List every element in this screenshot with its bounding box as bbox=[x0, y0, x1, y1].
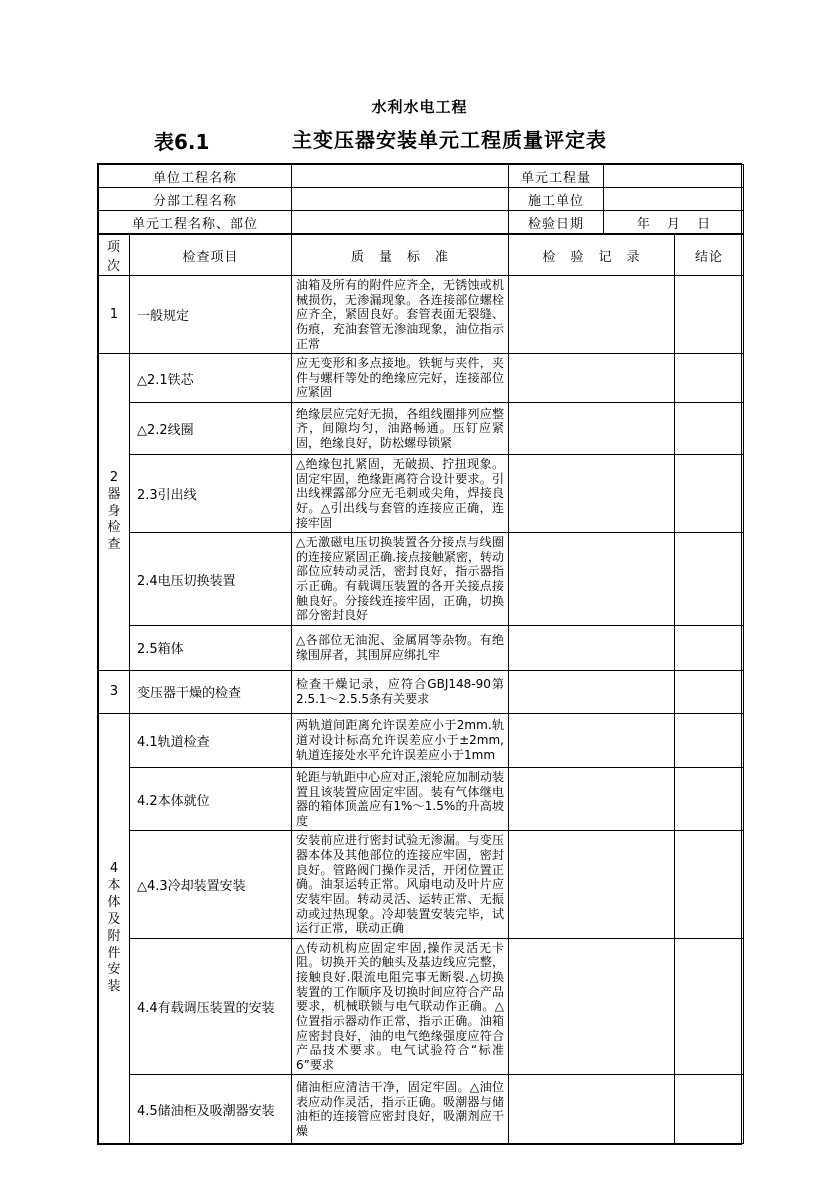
standard-text: △无激磁电压切换装置各分接点与线圈的连接应紧固正确.接点接触紧密，转动部位应转动灵活，密封良好，指示器指示正确。有载调压装置的各开关接点接触良好。分接线连接牢固，正确，切换部分密封良好 bbox=[292, 533, 509, 626]
standard-text: △传动机构应固定牢固,操作灵活无卡阻。切换开关的触头及基边线应完整，接触良好.限流电阻完事无断裂.△切换装置的工作顺序及切换时间应符合产品要求，机械联锁与电气联动作正确。△位置指示器动作正常，指示正确。油箱应密封良好，油的电气绝缘强度应符合产品技术要求。电气试验符合“标准6”要求 bbox=[292, 938, 509, 1075]
record-cell bbox=[509, 767, 675, 831]
standard-text: 两轨道间距离允许误差应小于2mm.轨道对设计标高允许误差应小于±2mm,轨道连接处水平允许误差应小于1mm bbox=[292, 713, 509, 767]
standard-text: △各部位无油泥、金属屑等杂物。有绝缘围屏者，其围屏应绑扎牢 bbox=[292, 625, 509, 670]
conclusion-cell bbox=[675, 533, 744, 626]
record-cell bbox=[509, 276, 675, 354]
conclusion-cell bbox=[675, 403, 744, 455]
standard-text: 应无变形和多点接地。铁轭与夹件，夹件与螺杆等处的绝缘应完好，连接部位应紧固 bbox=[292, 354, 509, 403]
col-header-record: 检 验 记 录 bbox=[509, 235, 675, 276]
item-label: 2.5箱体 bbox=[130, 625, 292, 670]
document-sheet bbox=[97, 0, 742, 1145]
table-row bbox=[99, 354, 744, 403]
standard-text: 安装前应进行密封试验无渗漏。与变压器本体及其他部位的连接应牢固，密封良好。管路阀门操作灵活，开闭位置正确。油泵运转正常。风扇电动及叶片应安装牢固。转动灵活、运转正常、无振动或过热现象。冷却装置安装完毕，试运行正常，联动正确 bbox=[292, 831, 509, 938]
record-cell bbox=[509, 670, 675, 713]
info-value-unit-quantity bbox=[604, 165, 744, 188]
table-row bbox=[99, 625, 744, 670]
standard-text: 绝缘层应完好无损，各组线圈排列应整齐，间隙均匀，油路畅通。压钉应紧固，绝缘良好，防松螺母锁紧 bbox=[292, 403, 509, 455]
info-label-unit-name-part: 单元工程名称、部位 bbox=[99, 211, 292, 234]
table-number: 表6.1 bbox=[154, 130, 210, 154]
info-label-unit-project-name: 单位工程名称 bbox=[99, 165, 292, 188]
conclusion-cell bbox=[675, 767, 744, 831]
conclusion-cell bbox=[675, 670, 744, 713]
record-cell bbox=[509, 1075, 675, 1144]
item-label: 2.4电压切换装置 bbox=[130, 533, 292, 626]
info-label-inspection-date: 检验日期 bbox=[509, 211, 604, 234]
standard-text: 油箱及所有的附件应齐全，无锈蚀或机械损伤，无渗漏现象。各连接部位螺栓应齐全，紧固良好。套管表面无裂缝、伤痕，充油套管无渗油现象，油位指示正常 bbox=[292, 276, 509, 354]
info-row-division-project bbox=[99, 188, 744, 211]
info-table bbox=[98, 164, 744, 234]
col-header-item: 检查项目 bbox=[130, 235, 292, 276]
info-row-unit-name-part bbox=[99, 211, 744, 234]
info-value-unit-project-name bbox=[292, 165, 509, 188]
item-label: 4.4有载调压装置的安装 bbox=[130, 938, 292, 1075]
info-label-division-project-name: 分部工程名称 bbox=[99, 188, 292, 211]
col-header-index: 项次 bbox=[99, 235, 130, 276]
item-label: 变压器干燥的检查 bbox=[130, 670, 292, 713]
info-value-construction-unit bbox=[604, 188, 744, 211]
table-row bbox=[99, 767, 744, 831]
table-row bbox=[99, 455, 744, 533]
item-label: 4.5储油柜及吸潮器安装 bbox=[130, 1075, 292, 1144]
table-row bbox=[99, 670, 744, 713]
table-row bbox=[99, 938, 744, 1075]
col-header-conclusion: 结论 bbox=[675, 235, 744, 276]
conclusion-cell bbox=[675, 354, 744, 403]
info-value-unit-name-part bbox=[292, 211, 509, 234]
info-value-division-project-name bbox=[292, 188, 509, 211]
section-label-body-check: 2器身检查 bbox=[99, 354, 130, 671]
standard-text: 储油柜应清洁干净，固定牢固。△油位表应动作灵活，指示正确。吸潮器与储油柜的连接管应密封良好，吸潮剂应干燥 bbox=[292, 1075, 509, 1144]
conclusion-cell bbox=[675, 455, 744, 533]
item-label: 4.2本体就位 bbox=[130, 767, 292, 831]
record-cell bbox=[509, 354, 675, 403]
doc-type-heading: 水利水电工程 bbox=[371, 98, 468, 116]
evaluation-table bbox=[97, 163, 742, 1145]
row-index: 1 bbox=[99, 276, 130, 354]
conclusion-cell bbox=[675, 625, 744, 670]
record-cell bbox=[509, 533, 675, 626]
table-row bbox=[99, 831, 744, 938]
record-cell bbox=[509, 831, 675, 938]
record-cell bbox=[509, 625, 675, 670]
standard-text: △绝缘包扎紧固，无破损、拧扭现象。固定牢固，绝缘距离符合设计要求。引出线裸露部分应无毛刺或尖角，焊接良好。△引出线与套管的连接应正确，连接牢固 bbox=[292, 455, 509, 533]
table-row bbox=[99, 533, 744, 626]
conclusion-cell bbox=[675, 276, 744, 354]
item-label: 一般规定 bbox=[130, 276, 292, 354]
record-cell bbox=[509, 938, 675, 1075]
item-label: △2.2线圈 bbox=[130, 403, 292, 455]
table-row bbox=[99, 276, 744, 354]
col-header-standard: 质 量 标 准 bbox=[292, 235, 509, 276]
record-cell bbox=[509, 713, 675, 767]
conclusion-cell bbox=[675, 938, 744, 1075]
conclusion-cell bbox=[675, 713, 744, 767]
standard-text: 轮距与轨距中心应对正,滚轮应加制动装置且该装置应固定牢固。装有气体继电器的箱体顶盖应有1%～1.5%的升高坡度 bbox=[292, 767, 509, 831]
conclusion-cell bbox=[675, 831, 744, 938]
checklist-table bbox=[98, 234, 744, 1144]
info-row-unit-project bbox=[99, 165, 744, 188]
row-index: 3 bbox=[99, 670, 130, 713]
record-cell bbox=[509, 455, 675, 533]
conclusion-cell bbox=[675, 1075, 744, 1144]
item-label: 2.3引出线 bbox=[130, 455, 292, 533]
page-title: 主变压器安装单元工程质量评定表 bbox=[292, 128, 607, 152]
item-label: △2.1铁芯 bbox=[130, 354, 292, 403]
info-label-unit-quantity: 单元工程量 bbox=[509, 165, 604, 188]
info-label-construction-unit: 施工单位 bbox=[509, 188, 604, 211]
table-row bbox=[99, 403, 744, 455]
standard-text: 检查干燥记录，应符合GBJ148-90第2.5.1～2.5.5条有关要求 bbox=[292, 670, 509, 713]
column-header-row bbox=[99, 235, 744, 276]
table-row bbox=[99, 713, 744, 767]
record-cell bbox=[509, 403, 675, 455]
title-row bbox=[97, 124, 742, 154]
item-label: 4.1轨道检查 bbox=[130, 713, 292, 767]
section-label-body-accessories-install: 4本体及附件安装 bbox=[99, 713, 130, 1144]
item-label: △4.3冷却装置安装 bbox=[130, 831, 292, 938]
table-row bbox=[99, 1075, 744, 1144]
info-value-inspection-date: 年 月 日 bbox=[604, 211, 744, 234]
